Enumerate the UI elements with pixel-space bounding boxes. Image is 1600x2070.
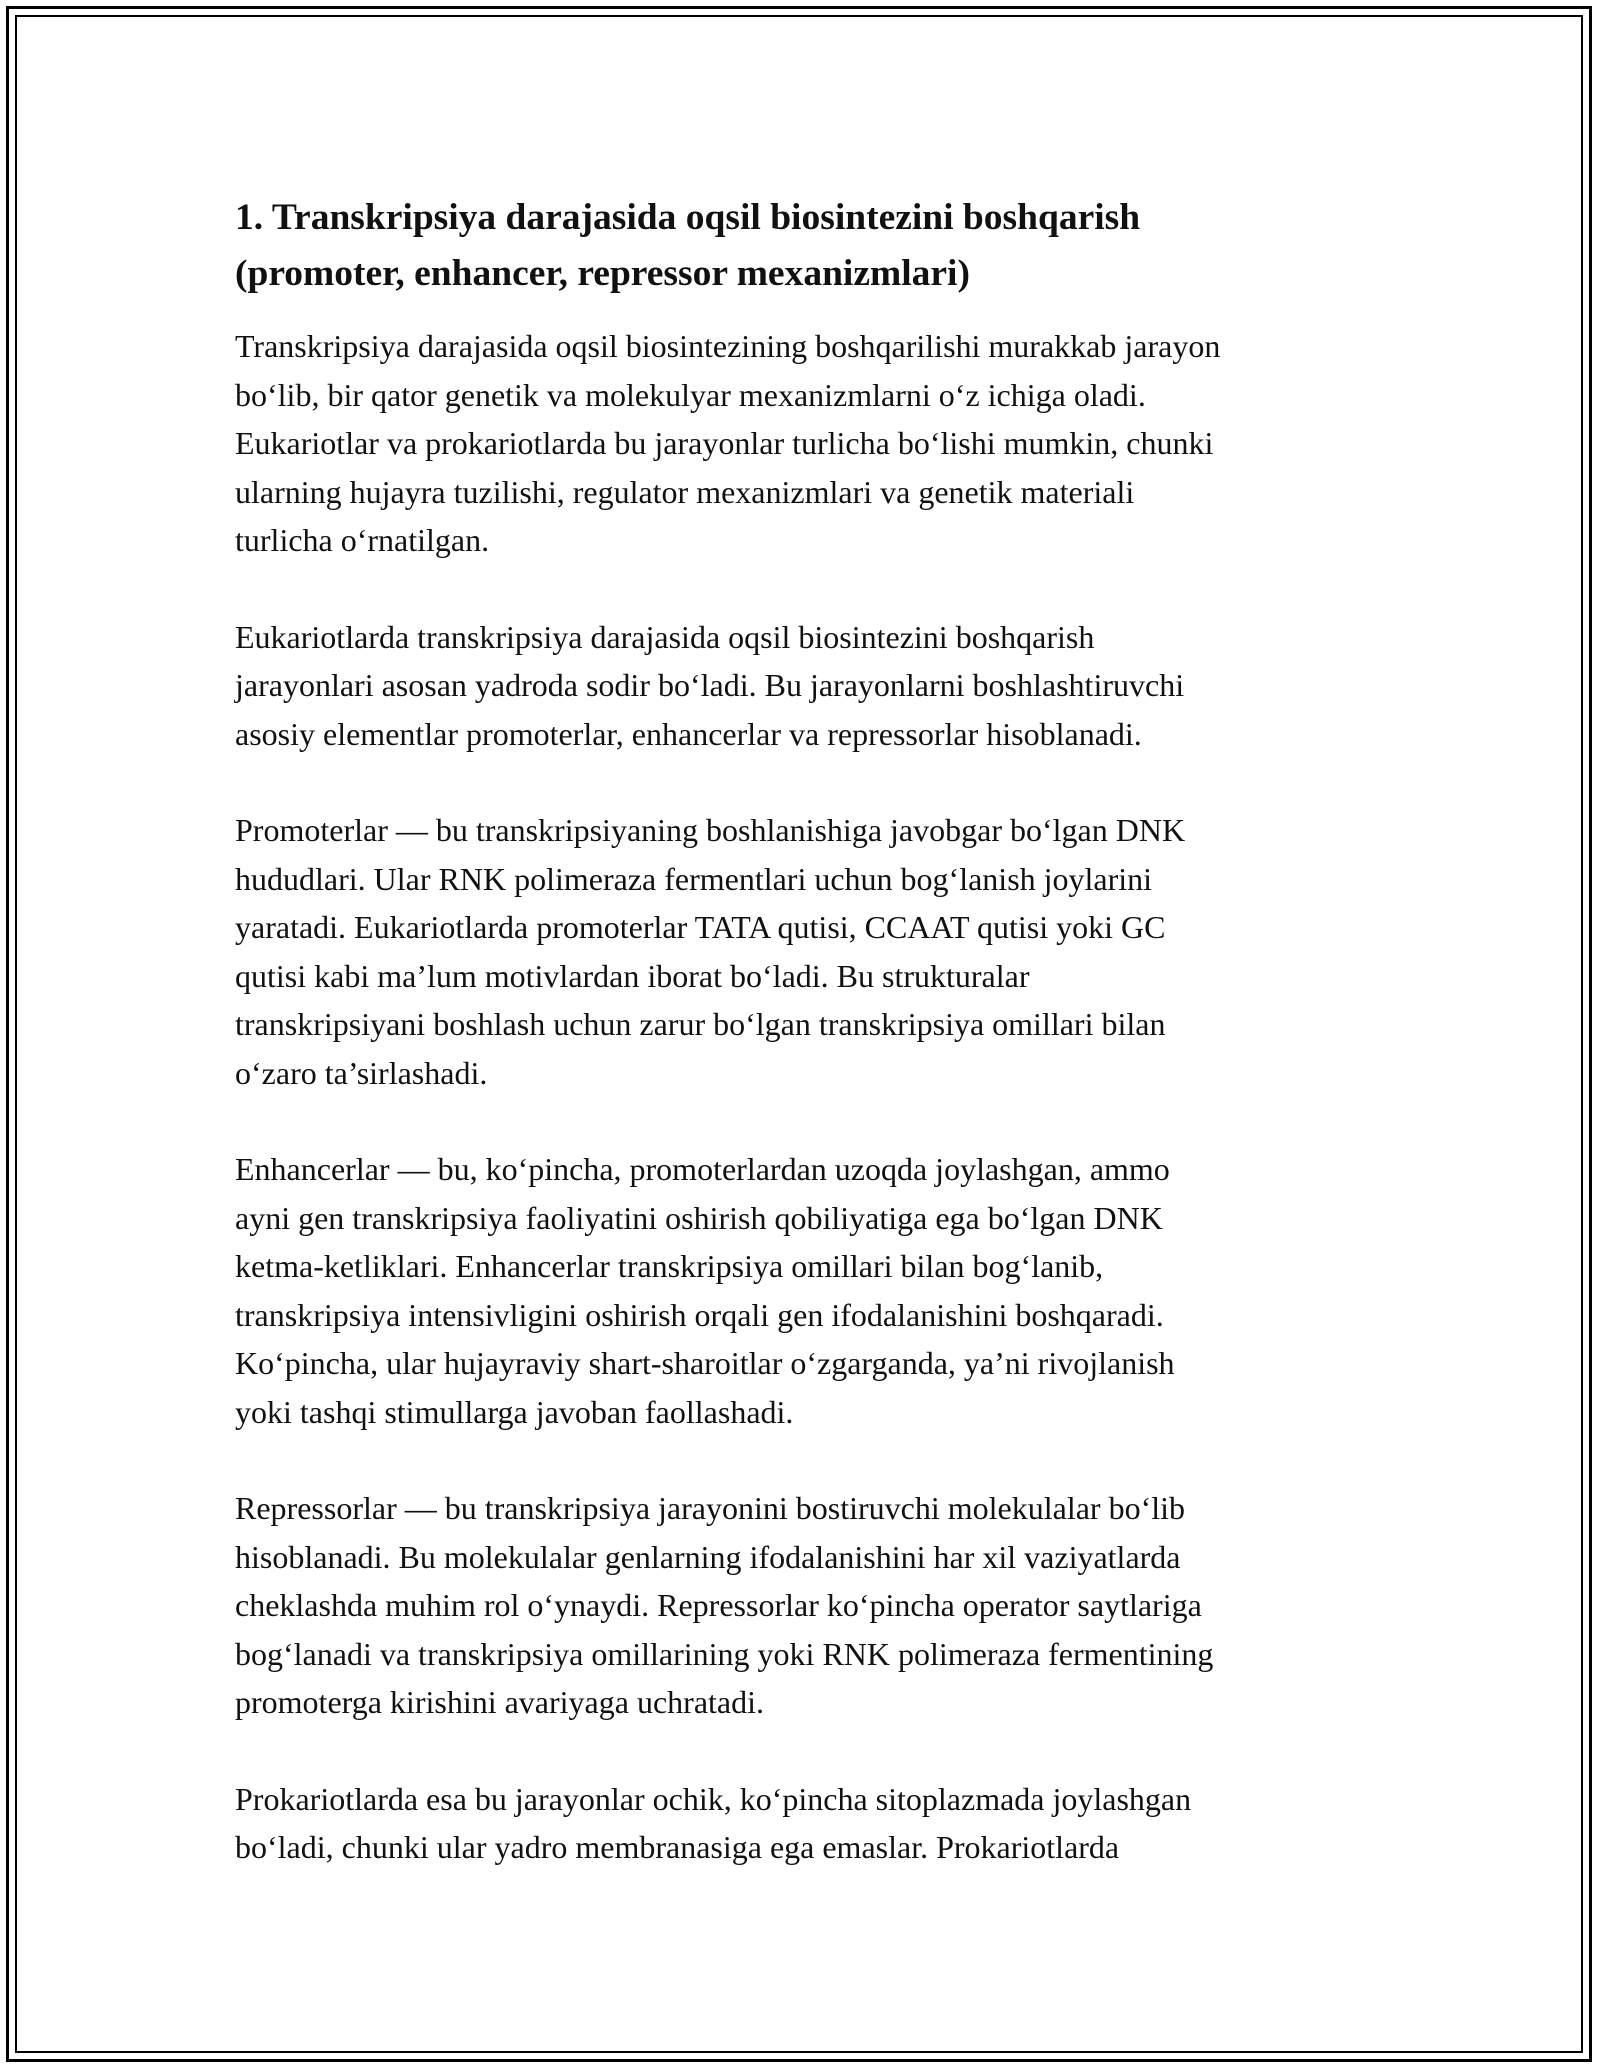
paragraph-intro: Transkripsiya darajasida oqsil biosintezining boshqarilishi murakkab jarayon bo‘lib, bir qator genetik va molekulyar mexanizmlarni o‘z ichiga oladi. Eukariotlar va prokariotlarda bu jarayonlar turlicha bo‘lishi mumkin, chunki ularning hujayra tuzilishi, regulator mexanizmlari va genetik materiali turlicha o‘rnatilgan.: [235, 328, 1221, 558]
paragraph-repressors: Repressorlar — bu transkripsiya jarayonini bostiruvchi molekulalar bo‘lib hisoblanadi. Bu molekulalar genlarning ifodalanishini har xil vaziyatlarda cheklashda muhim rol o‘ynaydi. Repressorlar ko‘pincha operator saytlariga bog‘lanadi va transkripsiya omillarining yoki RNK polimeraza fermentining promoterga kirishini avariyaga uchratadi.: [235, 1490, 1214, 1720]
paragraph-eukaryotes: Eukariotlarda transkripsiya darajasida oqsil biosintezini boshqarish jarayonlari asosan yadroda sodir bo‘ladi. Bu jarayonlarni boshlashtiruvchi asosiy elementlar promoterlar, enhancerlar va repressorlar hisoblanadi.: [235, 618, 1185, 752]
document-body: [235, 190, 1375, 1920]
paragraph-enhancers: Enhancerlar — bu, ko‘pincha, promoterlardan uzoqda joylashgan, ammo ayni gen transkripsiya faoliyatini oshirish qobiliyatiga ega bo‘lgan DNK ketma-ketliklari. Enhancerlar transkripsiya omillari bilan bog‘lanib, transkripsiya intensivligini oshirish orqali gen ifodalanishini boshqaradi. Ko‘pincha, ular hujayraviy shart-sharoitlar o‘zgarganda, ya’ni rivojlanish yoki tashqi stimullarga javoban faollashadi.: [235, 1151, 1175, 1430]
section-heading: 1. Transkripsiya darajasida oqsil biosintezini boshqarish (promoter, enhancer, repressor mexanizmlari): [235, 197, 1141, 294]
paragraph-prokaryotes: Prokariotlarda esa bu jarayonlar ochik, ko‘pincha sitoplazmada joylashgan bo‘ladi, chunki ular yadro membranasiga ega emaslar. Prokariotlarda: [235, 1780, 1192, 1865]
paragraph-promoters: Promoterlar — bu transkripsiyaning boshlanishiga javobgar bo‘lgan DNK hududlari. Ular RNK polimeraza fermentlari uchun bog‘lanish joylarini yaratadi. Eukariotlarda promoterlar TATA qutisi, CCAAT qutisi yoki GC qutisi kabi ma’lum motivlardan iborat bo‘ladi. Bu strukturalar transkripsiyani boshlash uchun zarur bo‘lgan transkripsiya omillari bilan o‘zaro ta’sirlashadi.: [235, 812, 1186, 1091]
